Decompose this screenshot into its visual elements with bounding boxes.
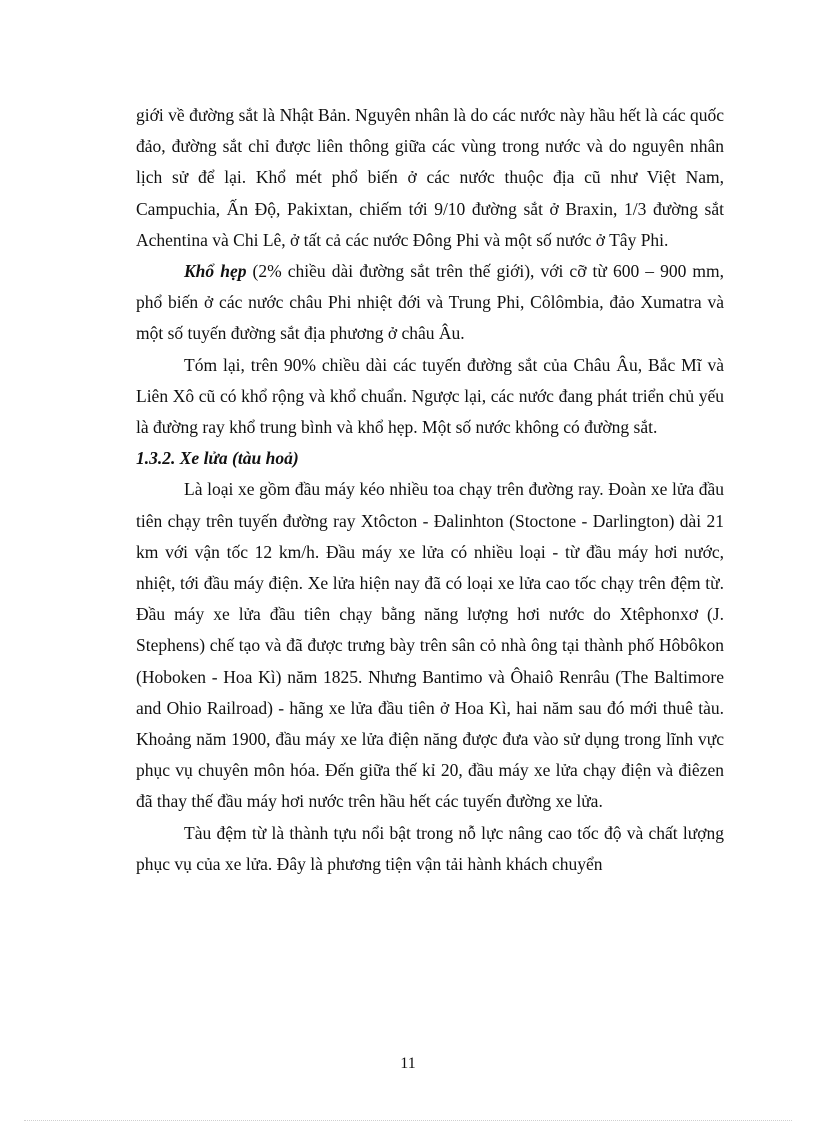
document-page xyxy=(136,100,724,880)
paragraph-railway-meter-gauge: giới về đường sắt là Nhật Bản. Nguyên nhân là do các nước này hầu hết là các quốc đảo, đường sắt chỉ được liên thông giữa các vùng trong nước và do nguyên nhân lịch sử để lại. Khổ mét phổ biến ở các nước thuộc địa cũ như Việt Nam, Campuchia, Ấn Độ, Pakixtan, chiếm tới 9/10 đường sắt ở Braxin, 1/3 đường sắt Achentina và Chi Lê, ở tất cả các nước Đông Phi và một số nước ở Tây Phi. xyxy=(136,105,724,250)
section-heading-trains: 1.3.2. Xe lửa (tàu hoả) xyxy=(136,448,299,469)
paragraph-train-history: Là loại xe gồm đầu máy kéo nhiều toa chạy trên đường ray. Đoàn xe lửa đầu tiên chạy trên tuyến đường ray Xtôcton - Đalinhton (Stoctone - Darlington) dài 21 km với vận tốc 12 km/h. Đầu máy xe lửa có nhiều loại - từ đầu máy hơi nước, nhiệt, tới đầu máy điện. Xe lửa hiện nay đã có loại xe lửa cao tốc chạy trên đệm từ. Đầu máy xe lửa đầu tiên chạy bằng năng lượng hơi nước do Xtêphonxơ (J. Stephens) chế tạo và đã được trưng bày trên sân cỏ nhà ông tại thành phố Hôbôkon (Hoboken - Hoa Kì) năm 1825. Nhưng Bantimo và Ôhaiô Renrâu (The Baltimore and Ohio Railroad) - hãng xe lửa đầu tiên ở Hoa Kì, hai năm sau đó mới thuê tàu. Khoảng năm 1900, đầu máy xe lửa điện năng được đưa vào sử dụng trong lĩnh vực phục vụ chuyên môn hóa. Đến giữa thế kỉ 20, đầu máy xe lửa chạy điện và điêzen đã thay thế đầu máy hơi nước trên hầu hết các tuyến đường xe lửa. xyxy=(136,479,724,812)
paragraph-narrow-gauge-text: (2% chiều dài đường sắt trên thế giới), với cỡ từ 600 – 900 mm, phổ biến ở các nước châu Phi nhiệt đới và Trung Phi, Côlômbia, đảo Xumatra và một số tuyến đường sắt địa phương ở châu Âu. xyxy=(136,261,725,344)
paragraph-narrow-gauge xyxy=(136,256,724,350)
term-narrow-gauge: Khổ hẹp xyxy=(184,261,247,282)
page-number: 11 xyxy=(400,1055,416,1072)
page-bottom-divider xyxy=(24,1120,792,1121)
paragraph-summary: Tóm lại, trên 90% chiều dài các tuyến đường sắt của Châu Âu, Bắc Mĩ và Liên Xô cũ có khổ rộng và khổ chuẩn. Ngược lại, các nước đang phát triển chủ yếu là đường ray khổ trung bình và khổ hẹp. Một số nước không có đường sắt. xyxy=(136,354,724,438)
paragraph-maglev: Tàu đệm từ là thành tựu nổi bật trong nỗ lực nâng cao tốc độ và chất lượng phục vụ của xe lửa. Đây là phương tiện vận tải hành khách chuyển xyxy=(136,822,724,874)
